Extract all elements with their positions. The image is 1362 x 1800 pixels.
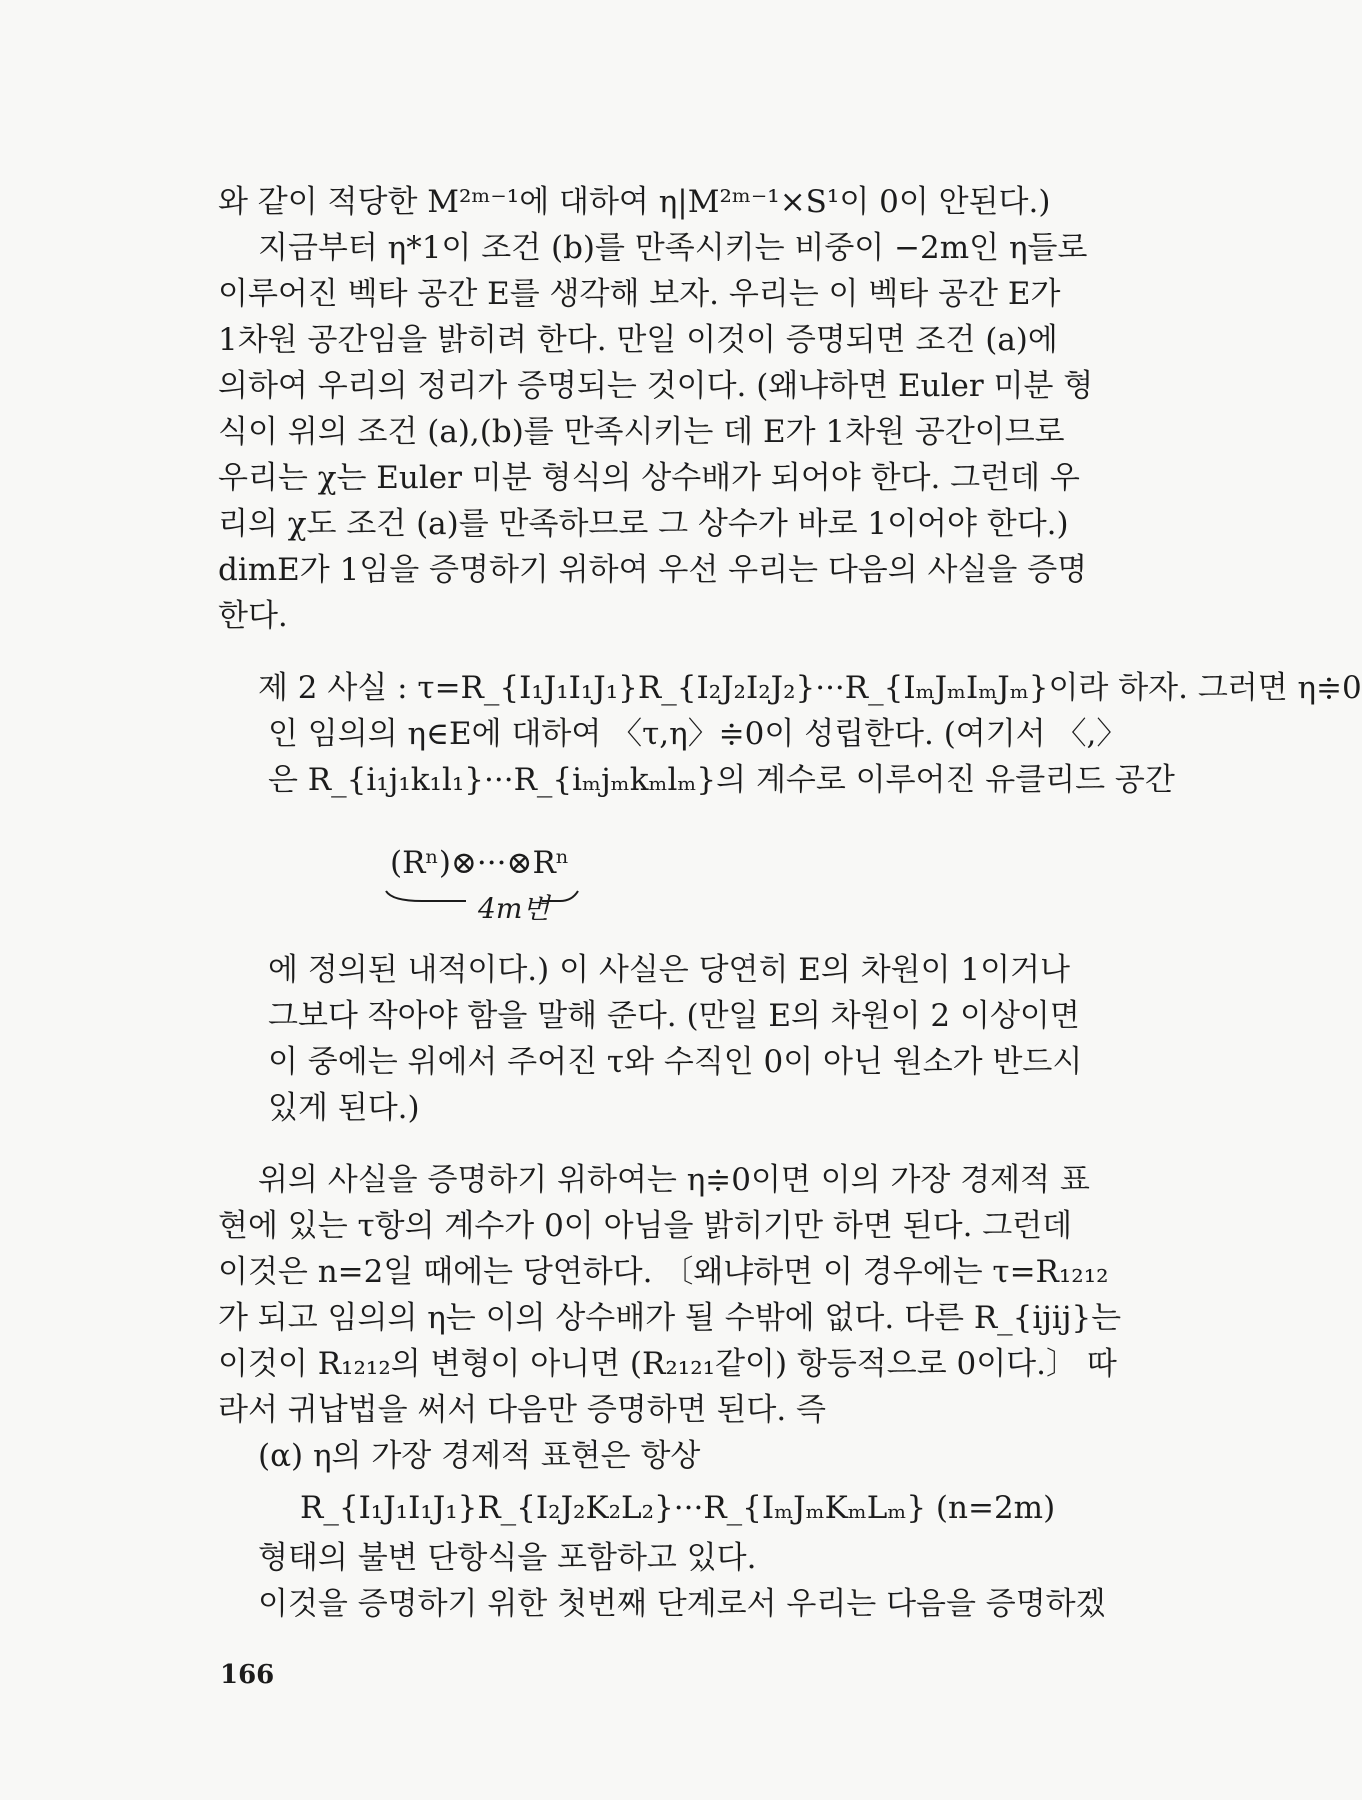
text-line: dimE가 1임을 증명하기 위하여 우선 우리는 다음의 사실을 증명 bbox=[218, 552, 1088, 588]
text-line: 이것을 증명하기 위한 첫번째 단계로서 우리는 다음을 증명하겠 bbox=[258, 1586, 1106, 1622]
fact-line: 에 정의된 내적이다.) 이 사실은 당연히 E의 차원이 1이거나 bbox=[268, 952, 1070, 988]
text-line: 와 같이 적당한 M²ᵐ⁻¹에 대하여 η|M²ᵐ⁻¹×S¹이 0이 안된다.) bbox=[218, 184, 1051, 220]
text-line: 우리는 χ는 Euler 미분 형식의 상수배가 되어야 한다. 그런데 우 bbox=[218, 460, 1080, 496]
text-line: 지금부터 η*1이 조건 (b)를 만족시키는 비중이 −2m인 η들로 bbox=[258, 230, 1088, 266]
page-number: 166 bbox=[220, 1660, 275, 1690]
text-line: 이것이 R₁₂₁₂의 변형이 아니면 (R₂₁₂₁같이) 항등적으로 0이다.〕 따 bbox=[218, 1346, 1117, 1382]
fact-line: 인 임의의 η∈E에 대하여 〈τ,η〉≑0이 성립한다. (여기서 〈,〉 bbox=[268, 716, 1128, 752]
text-line: 식이 위의 조건 (a),(b)를 만족시키는 데 E가 1차원 공간이므로 bbox=[218, 414, 1065, 450]
text-line: 의하여 우리의 정리가 증명되는 것이다. (왜냐하면 Euler 미분 형 bbox=[218, 368, 1094, 404]
claim-alpha: (α) η의 가장 경제적 표현은 항상 bbox=[258, 1438, 701, 1474]
fact-line: 은 R_{i₁j₁k₁l₁}···R_{iₘjₘkₘlₘ}의 계수로 이루어진 유클리드 공간 bbox=[268, 762, 1175, 798]
formula: R_{I₁J₁I₁J₁}R_{I₂J₂K₂L₂}···R_{IₘJₘKₘLₘ} (n=2m) bbox=[300, 1490, 1056, 1526]
text-line: 현에 있는 τ항의 계수가 0이 아님을 밝히기만 하면 된다. 그런데 bbox=[218, 1208, 1073, 1244]
text-line: 이것은 n=2일 때에는 당연하다. 〔왜냐하면 이 경우에는 τ=R₁₂₁₂ bbox=[218, 1254, 1109, 1290]
claim-alpha-cont: 형태의 불변 단항식을 포함하고 있다. bbox=[258, 1540, 757, 1576]
text-line: 리의 χ도 조건 (a)를 만족하므로 그 상수가 바로 1이어야 한다.) bbox=[218, 506, 1069, 542]
tensor-brace bbox=[382, 887, 662, 927]
text-line: 이루어진 벡타 공간 E를 생각해 보자. 우리는 이 벡타 공간 E가 bbox=[218, 276, 1061, 312]
fact-line: 그보다 작아야 함을 말해 준다. (만일 E의 차원이 2 이상이면 bbox=[268, 998, 1080, 1034]
tensor-expression: (Rⁿ)⊗···⊗Rⁿ bbox=[390, 845, 570, 881]
fact-line: 제 2 사실 : τ=R_{I₁J₁I₁J₁}R_{I₂J₂I₂J₂}···R_{IₘJₘIₘJₘ}이라 하자. 그러면 η≑0 bbox=[258, 670, 1362, 706]
fact-line: 이 중에는 위에서 주어진 τ와 수직인 0이 아닌 원소가 반드시 bbox=[268, 1044, 1083, 1080]
text-line: 가 되고 임의의 η는 이의 상수배가 될 수밖에 없다. 다른 R_{ijij}는 bbox=[218, 1300, 1122, 1336]
fact-line: 있게 된다.) bbox=[268, 1090, 420, 1126]
text-line: 라서 귀납법을 써서 다음만 증명하면 된다. 즉 bbox=[218, 1392, 827, 1428]
text-line: 한다. bbox=[218, 598, 288, 634]
text-line: 1차원 공간임을 밝히려 한다. 만일 이것이 증명되면 조건 (a)에 bbox=[218, 322, 1058, 358]
text-line: 위의 사실을 증명하기 위하여는 η≑0이면 이의 가장 경제적 표 bbox=[258, 1162, 1090, 1198]
brace-label-text: 4m번 bbox=[478, 892, 550, 925]
